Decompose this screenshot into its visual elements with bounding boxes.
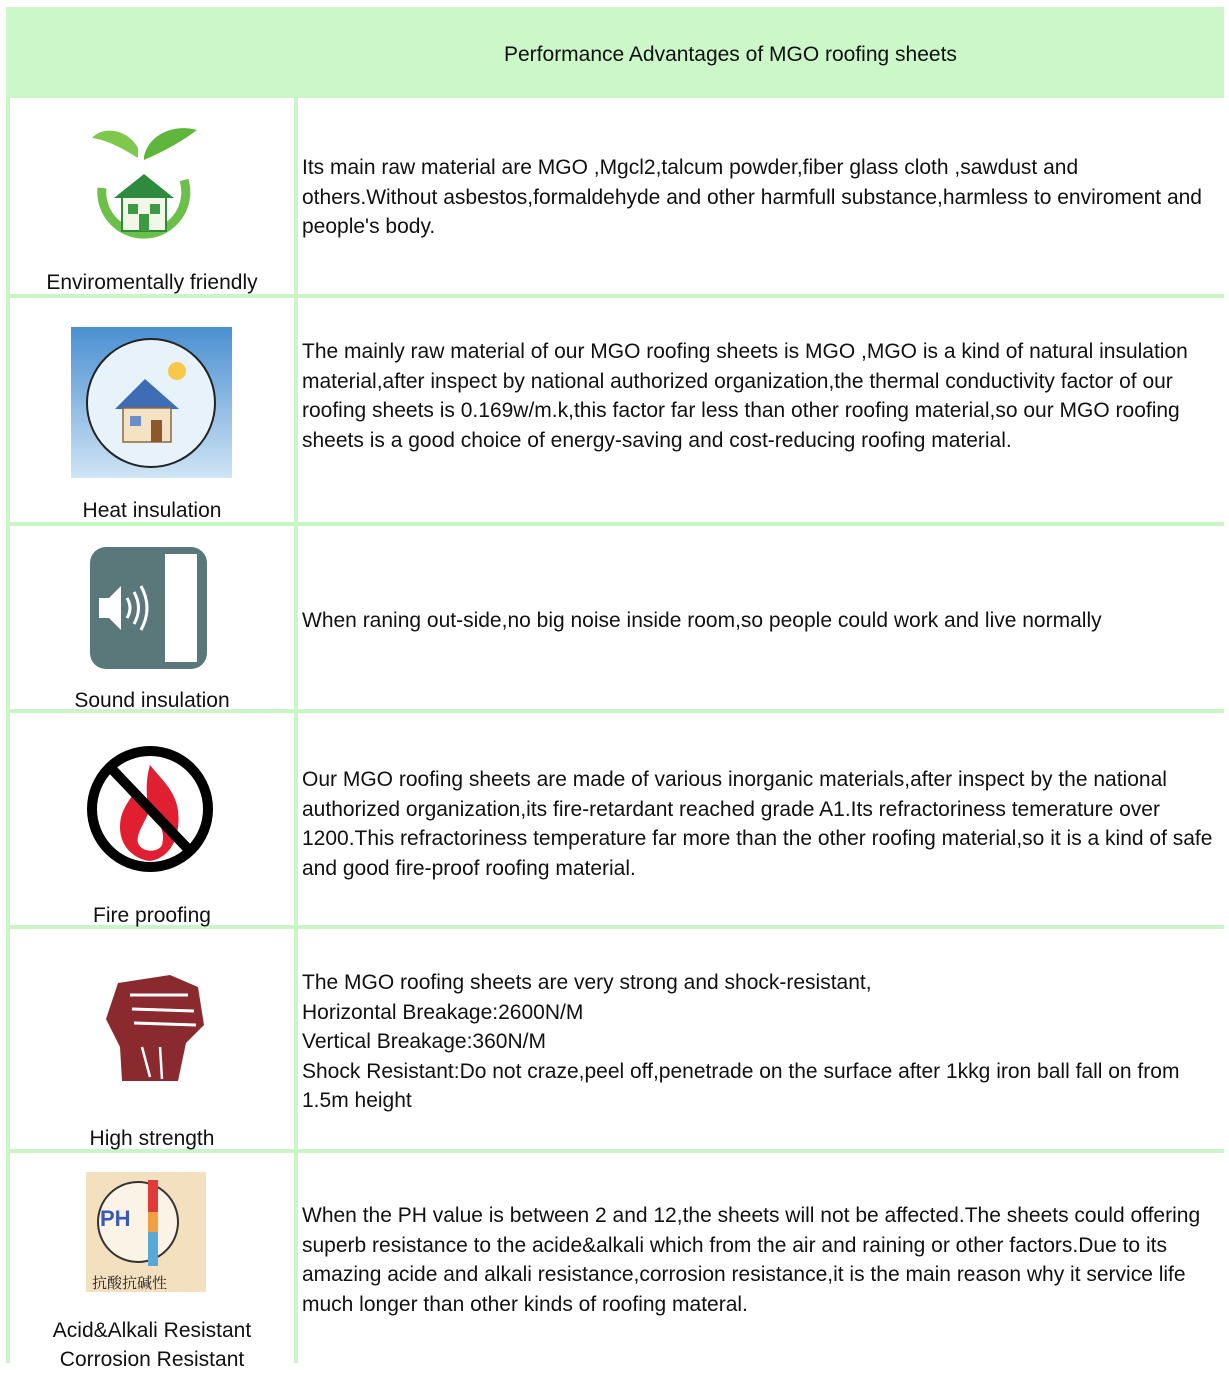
row-sound-desc-cell bbox=[298, 526, 1224, 709]
row-fire-label: Fire proofing bbox=[93, 904, 211, 927]
ph-symbol: PH bbox=[100, 1206, 131, 1231]
row-eco-desc-cell bbox=[298, 98, 1224, 294]
row-heat-description: The mainly raw material of our MGO roofing sheets is MGO ,MGO is a kind of natural insulation material,after inspect by national authorized organization,the thermal conductivity factor of our roofing sheets is 0.169w/m.k,this factor far less than other roofing material,so our MGO roofing sheets is a good choice of energy-saving and cost-reducing roofing material. bbox=[302, 340, 1188, 452]
row-strength-description bbox=[302, 968, 1218, 1116]
row-acid-desc-cell bbox=[298, 1153, 1224, 1363]
row-fire-desc-cell bbox=[298, 713, 1224, 925]
strength-line-horizontal: Horizontal Breakage:2600N/M bbox=[302, 1000, 584, 1024]
row-heat-label: Heat insulation bbox=[82, 499, 222, 522]
row-sound-label: Sound insulation bbox=[74, 689, 230, 712]
row-acid-label-1: Acid&Alkali Resistant bbox=[52, 1319, 252, 1342]
speaker-icon bbox=[89, 546, 209, 671]
table-title: Performance Advantages of MGO roofing sheets bbox=[504, 43, 957, 66]
table-header bbox=[6, 7, 1224, 95]
ph-caption: 抗酸抗碱性 bbox=[92, 1275, 168, 1292]
strength-line-intro: The MGO roofing sheets are very strong and shock-resistant, bbox=[302, 971, 872, 994]
row-heat-desc-cell bbox=[298, 298, 1224, 522]
strength-line-shock: Shock Resistant:Do not craze,peel off,penetrade on the surface after 1kkg iron ball fall on from 1.5m height bbox=[302, 1059, 1180, 1112]
row-fire-description: Our MGO roofing sheets are made of various inorganic materials,after inspect by the national authorized organization,its fire-retardant reached grade A1.Its refractoriness temerature over 1200.This refractoriness temperature far more than the other roofing material,so it is a kind of safe and good fire-proof roofing material. bbox=[302, 768, 1213, 880]
no-fire-icon bbox=[86, 743, 214, 875]
row-sound-icon-cell bbox=[10, 526, 294, 712]
row-acid-label-2: Corrosion Resistant bbox=[59, 1348, 245, 1371]
row-eco-description: Its main raw material are MGO ,Mgcl2,talcum powder,fiber glass cloth ,sawdust and others.Without asbestos,formaldehyde and other harmfull substance,harmless to enviroment and people's body. bbox=[302, 156, 1202, 238]
eco-house-icon bbox=[72, 118, 212, 258]
row-fire-icon-cell bbox=[10, 713, 294, 925]
row-eco-label: Enviromentally friendly bbox=[46, 271, 258, 294]
ph-icon bbox=[86, 1172, 206, 1292]
row-acid-description: When the PH value is between 2 and 12,the sheets will not be affected.The sheets could offering superb resistance to the acide&alkali which from the air and raining or other factors.Due to its amazing acide and alkali resistance,corrosion resistance,it is the main reason why it service life much longer than other kinds of roofing materal. bbox=[302, 1204, 1201, 1316]
row-acid-icon-cell bbox=[10, 1153, 294, 1371]
row-strength-desc-cell bbox=[298, 929, 1224, 1149]
row-heat-icon-cell bbox=[10, 298, 294, 522]
strength-line-vertical: Vertical Breakage:360N/M bbox=[302, 1030, 546, 1053]
row-sound-description: When raning out-side,no big noise inside room,so people could work and live normally bbox=[302, 609, 1102, 632]
row-strength-label: High strength bbox=[89, 1127, 215, 1150]
row-strength-icon-cell bbox=[10, 929, 294, 1149]
row-eco-icon-cell bbox=[10, 98, 294, 294]
performance-table bbox=[6, 7, 1224, 1371]
fist-icon bbox=[100, 973, 210, 1083]
heat-insulation-house-icon bbox=[71, 327, 232, 478]
